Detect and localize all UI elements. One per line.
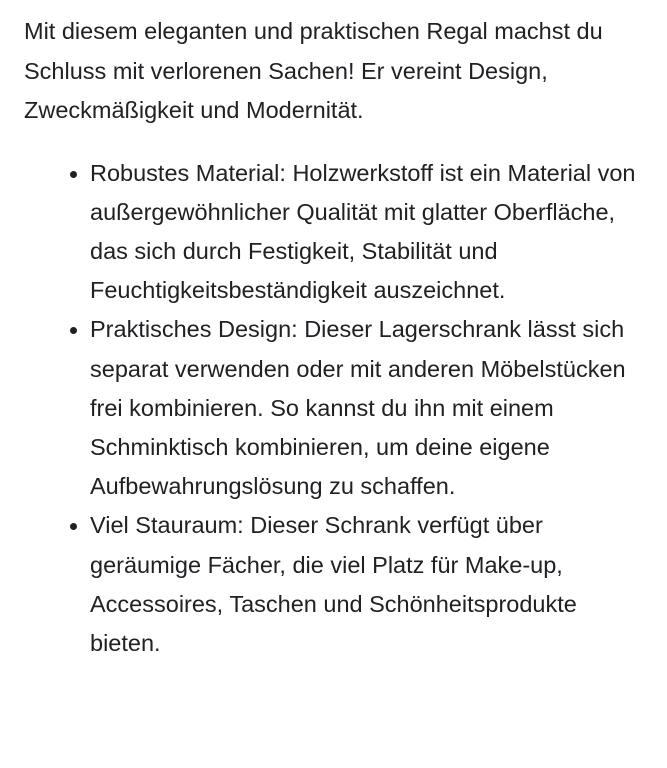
feature-item-material: Robustes Material: Holzwerkstoff ist ein Material von außergewöhnlicher Qualität mit glatter Oberfläche, das sich durch Festigkeit, Stabilität und Feuchtigkeitsbeständigkeit auszeichnet. [90,154,644,311]
feature-item-design: Praktisches Design: Dieser Lagerschrank lässt sich separat verwenden oder mit anderen Möbelstücken frei kombinieren. So kannst du ihn mit einem Schminktisch kombinieren, um deine eigene Aufbewahrungslösung zu schaffen. [90,310,644,506]
feature-item-storage: Viel Stauraum: Dieser Schrank verfügt über geräumige Fächer, die viel Platz für Make-up, Accessoires, Taschen und Schönheitsprodukte bieten. [90,506,644,663]
feature-list [24,154,644,664]
product-description [24,12,644,663]
intro-paragraph: Mit diesem eleganten und praktischen Regal machst du Schluss mit verlorenen Sachen! Er vereint Design, Zweckmäßigkeit und Modernität. [24,18,603,123]
